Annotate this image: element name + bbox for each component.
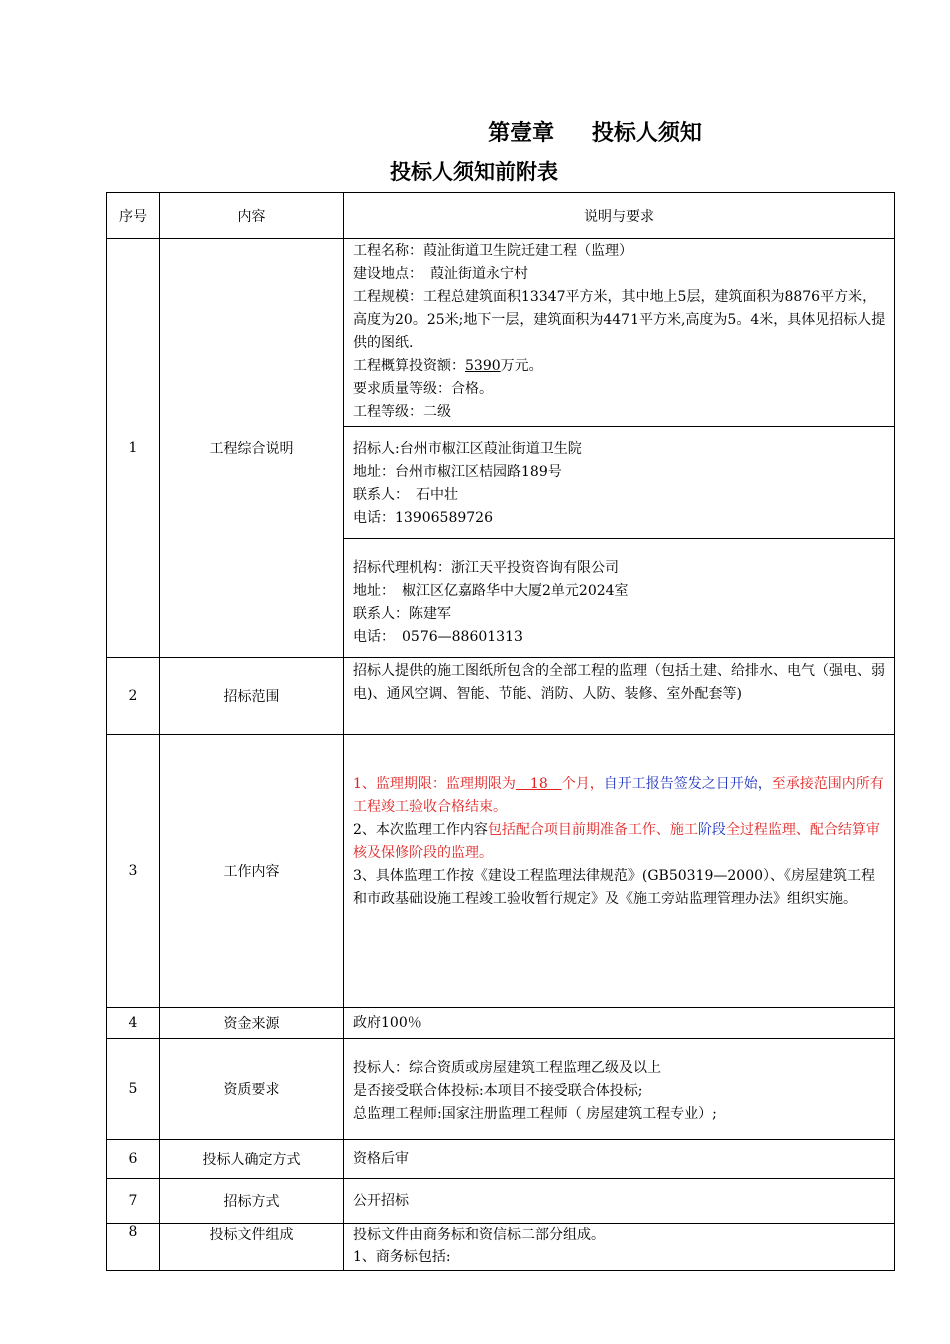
budget-value: 5390 xyxy=(465,358,501,374)
work-scope: 2、本次监理工作内容包括配合项目前期准备工作、施工阶段全过程监理、配合结算审核及保修阶段的监理。 xyxy=(353,822,880,861)
table-row xyxy=(107,239,895,427)
agent-info-cell xyxy=(344,539,895,658)
qualification-cell xyxy=(344,1039,895,1140)
chapter-title: 投标人须知 xyxy=(591,121,702,146)
bidding-method-cell: 公开招标 xyxy=(344,1179,895,1224)
row-item: 工作内容 xyxy=(160,735,344,1008)
agent-contact: 联系人：陈建军 xyxy=(353,606,451,622)
owner-phone: 电话：13906589726 xyxy=(353,510,493,526)
project-name: 工程名称：葭沚街道卫生院迁建工程（监理） xyxy=(353,243,633,259)
project-budget: 工程概算投资额：5390万元。 xyxy=(353,358,543,374)
header-requirements: 说明与要求 xyxy=(344,193,895,239)
row-number: 3 xyxy=(107,735,160,1008)
work-period: 1、监理期限：监理期限为 18 个月，自开工报告签发之日开始，至承接范围内所有工程竣工验收合格结束。 xyxy=(353,776,884,815)
owner-address: 地址：台州市椒江区桔园路189号 xyxy=(353,464,562,480)
owner-contact: 联系人： 石中壮 xyxy=(353,487,458,503)
row-item: 招标范围 xyxy=(160,658,344,735)
project-location: 建设地点： 葭沚街道永宁村 xyxy=(353,266,528,282)
table-row xyxy=(107,735,895,1008)
scope-cell: 招标人提供的施工图纸所包含的全部工程的监理（包括土建、给排水、电气（强电、弱电)、通风空调、智能、节能、消防、人防、装修、室外配套等) xyxy=(344,658,895,735)
row-item: 资质要求 xyxy=(160,1039,344,1140)
period-months: 18 xyxy=(515,776,562,792)
header-no: 序号 xyxy=(107,193,160,239)
bid-documents-cell xyxy=(344,1224,895,1271)
row-number: 5 xyxy=(107,1039,160,1140)
bid-documents-commercial: 1、商务标包括: xyxy=(353,1249,451,1265)
qualification-chief-engineer: 总监理工程师:国家注册监理工程师（ 房屋建筑工程专业）; xyxy=(353,1105,717,1122)
row-number: 1 xyxy=(107,239,160,658)
table-row xyxy=(107,1008,895,1039)
table-row xyxy=(107,1224,895,1271)
bidder-instructions-table xyxy=(106,192,895,1271)
work-content-cell xyxy=(344,735,895,1008)
project-grade: 工程等级：二级 xyxy=(353,404,451,420)
owner-name: 招标人:台州市椒江区葭沚街道卫生院 xyxy=(353,441,582,457)
row-number: 2 xyxy=(107,658,160,735)
owner-info-cell xyxy=(344,427,895,539)
table-title: 投标人须知前附表 xyxy=(390,160,558,184)
project-info-cell xyxy=(344,239,895,427)
funding-cell: 政府100％ xyxy=(344,1008,895,1039)
row-number: 4 xyxy=(107,1008,160,1039)
row-item: 投标人确定方式 xyxy=(160,1140,344,1179)
project-quality: 要求质量等级：合格。 xyxy=(353,381,493,397)
determination-cell: 资格后审 xyxy=(344,1140,895,1179)
table-header-row xyxy=(107,193,895,239)
qualification-consortium: 是否接受联合体投标:本项目不接受联合体投标; xyxy=(353,1082,643,1099)
table-row xyxy=(107,1140,895,1179)
row-number: 6 xyxy=(107,1140,160,1179)
agent-phone: 电话： 0576—88601313 xyxy=(353,629,523,645)
table-row xyxy=(107,1179,895,1224)
agent-name: 招标代理机构：浙江天平投资咨询有限公司 xyxy=(353,560,619,576)
row-number: 8 xyxy=(107,1224,160,1271)
row-item: 招标方式 xyxy=(160,1179,344,1224)
header-content: 内容 xyxy=(160,193,344,239)
row-item: 工程综合说明 xyxy=(160,239,344,658)
table-row xyxy=(107,1039,895,1140)
row-number: 7 xyxy=(107,1179,160,1224)
row-item: 资金来源 xyxy=(160,1008,344,1039)
chapter-heading xyxy=(0,116,950,147)
agent-address: 地址： 椒江区亿嘉路华中大厦2单元2024室 xyxy=(353,583,629,599)
table-row xyxy=(107,658,895,735)
work-standards: 3、具体监理工作按《建设工程监理法律规范》(GB50319—2000）、《房屋建筑工程和市政基础设施工程竣工验收暂行规定》及《施工旁站监理管理办法》组织实施。 xyxy=(353,868,876,907)
qualification-bidder: 投标人：综合资质或房屋建筑工程监理乙级及以上 xyxy=(353,1059,661,1076)
bid-documents-intro: 投标文件由商务标和资信标二部分组成。 xyxy=(353,1227,605,1243)
project-scale: 工程规模：工程总建筑面积13347平方米，其中地上5层，建筑面积为8876平方米，高度为20。25米;地下一层，建筑面积为4471平方米,高度为5。4米，具体见招标人提供的图纸. xyxy=(353,289,886,351)
row-item: 投标文件组成 xyxy=(160,1224,344,1271)
chapter-number: 第壹章 xyxy=(488,121,555,146)
